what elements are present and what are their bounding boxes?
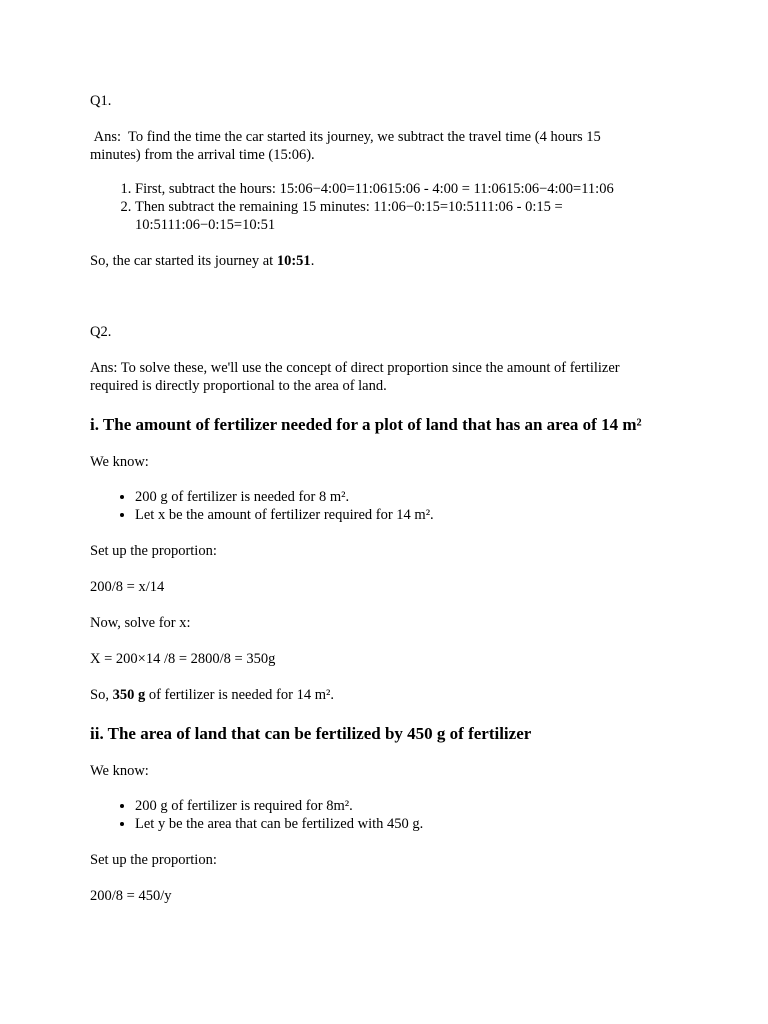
part-2-we-know: We know: xyxy=(90,763,149,779)
part-1-solve-label: Now, solve for x: xyxy=(90,615,191,631)
part-1-calculation: X = 200×14 /8 = 2800/8 = 350g xyxy=(90,651,276,667)
part-2-heading: ii. The area of land that can be fertilized by 450 g of fertilizer xyxy=(90,724,532,743)
part-1-we-know: We know: xyxy=(90,454,149,470)
part-2-proportion: 200/8 = 450/y xyxy=(90,888,172,904)
part-2-facts-list xyxy=(90,797,650,833)
question-1-conclusion-suffix: . xyxy=(310,253,315,269)
question-1-label: Q1. xyxy=(90,93,112,109)
question-1-step-1: 1. First, subtract the hours: 15:06−4:00=11:0615:06 - 4:00 = 11:0615:06−4:00=11:06 xyxy=(135,180,650,198)
question-1-conclusion xyxy=(90,252,650,270)
part-1-proportion: 200/8 = x/14 xyxy=(90,579,165,595)
part-1-fact-1: • 200 g of fertilizer is needed for 8 m². xyxy=(135,488,650,506)
part-1-heading: i. The amount of fertilizer needed for a plot of land that has an area of 14 m² xyxy=(90,415,642,434)
part-1-conclusion-prefix: So, xyxy=(90,687,113,703)
part-1-conclusion-suffix: of fertilizer is needed for 14 m². xyxy=(145,687,334,703)
part-2-fact-2: • Let y be the area that can be fertilized with 450 g. xyxy=(135,815,650,833)
part-1-facts-list xyxy=(90,488,650,524)
part-2-fact-1: • 200 g of fertilizer is required for 8m². xyxy=(135,797,650,815)
question-2-answer-intro: Ans: To solve these, we'll use the concept of direct proportion since the amount of fertilizer required is directly proportional to the area of land. xyxy=(90,360,620,394)
question-1-conclusion-prefix: So, the car started its journey at xyxy=(90,253,277,269)
question-1-answer-intro: Ans: To find the time the car started its journey, we subtract the travel time (4 hours 15 minutes) from the arrival time (15:06). xyxy=(90,129,605,163)
document-page xyxy=(90,92,650,905)
part-1-conclusion xyxy=(90,686,650,704)
part-1-conclusion-value: 350 g xyxy=(112,687,146,703)
part-1-fact-2: • Let x be the amount of fertilizer required for 14 m². xyxy=(135,506,650,524)
question-2-label: Q2. xyxy=(90,324,112,340)
question-1-steps-list xyxy=(90,180,650,234)
part-2-setup-label: Set up the proportion: xyxy=(90,852,217,868)
question-1-step-2: 2. Then subtract the remaining 15 minutes: 11:06−0:15=10:5111:06 - 0:15 = 10:5111:06−0:15=10:51 xyxy=(135,198,650,234)
part-1-setup-label: Set up the proportion: xyxy=(90,543,217,559)
question-1-conclusion-value: 10:51 xyxy=(276,253,311,269)
